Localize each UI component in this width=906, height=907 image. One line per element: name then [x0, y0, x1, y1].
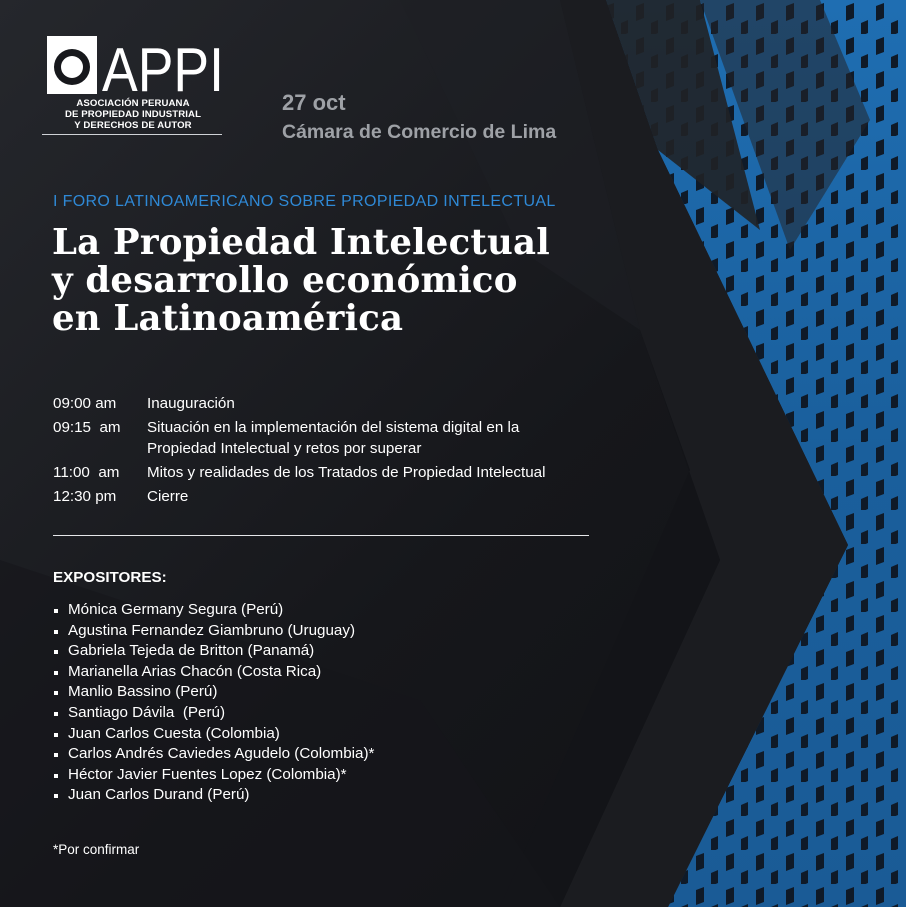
section-divider [53, 535, 589, 536]
list-item [53, 621, 374, 642]
list-item [53, 682, 374, 703]
bullet-icon [54, 794, 58, 798]
bullet-icon [54, 671, 58, 675]
title-line: en Latinoamérica [52, 298, 404, 339]
schedule [53, 394, 613, 511]
logo-organization-name [42, 98, 224, 131]
schedule-row [53, 418, 613, 459]
schedule-label: Mitos y realidades de los Tratados de Propiedad Intelectual [147, 463, 546, 481]
list-item [53, 785, 374, 806]
page-title [52, 224, 672, 338]
appi-logo [42, 36, 224, 138]
list-item [53, 600, 374, 621]
list-item [53, 662, 374, 683]
speakers-heading: EXPOSITORES: [53, 569, 167, 586]
speaker-name: Carlos Andrés Caviedes Agudelo (Colombia)* [68, 745, 375, 763]
appi-wordmark: APPI [102, 36, 224, 96]
list-item [53, 765, 374, 786]
schedule-label: Cierre [147, 487, 189, 505]
bullet-icon [54, 774, 58, 778]
bullet-icon [54, 630, 58, 634]
bullet-icon [54, 691, 58, 695]
speaker-name: Gabriela Tejeda de Britton (Panamá) [68, 642, 315, 660]
event-venue: Cámara de Comercio de Lima [282, 121, 557, 143]
schedule-time: 09:15 am [53, 419, 121, 436]
speaker-name: Marianella Arias Chacón (Costa Rica) [68, 662, 322, 680]
footnote: *Por confirmar [53, 842, 140, 857]
speaker-name: Mónica Germany Segura (Perú) [68, 601, 284, 618]
bullet-icon [54, 753, 58, 757]
bullet-icon [54, 712, 58, 716]
speaker-name: Juan Carlos Cuesta (Colombia) [68, 724, 280, 742]
speaker-name: Manlio Bassino (Perú) [68, 683, 218, 701]
bullet-icon [54, 650, 58, 654]
list-item [53, 641, 374, 662]
bullet-icon [54, 609, 58, 613]
schedule-label: Situación en la implementación del sistema digital en la Propiedad Intelectual y retos por superar [147, 419, 520, 457]
speaker-name: Juan Carlos Durand (Perú) [68, 786, 250, 804]
logo-name-line: Y DERECHOS DE AUTOR [74, 120, 192, 131]
list-item [53, 744, 374, 765]
schedule-time: 11:00 am [53, 463, 120, 481]
event-date: 27 oct [282, 90, 346, 115]
list-item [53, 724, 374, 745]
speaker-name: Agustina Fernandez Giambruno (Uruguay) [68, 621, 356, 639]
schedule-row [53, 487, 613, 508]
list-item [53, 703, 374, 724]
schedule-time: 09:00 am [53, 395, 117, 412]
speaker-name: Santiago Dávila (Perú) [68, 703, 226, 721]
forum-kicker: I FORO LATINOAMERICANO SOBRE PROPIEDAD INTELECTUAL [53, 193, 556, 210]
speakers-list [53, 600, 374, 806]
title-line: y desarrollo económico [52, 260, 518, 301]
bullet-icon [54, 733, 58, 737]
logo-name-line: DE PROPIEDAD INDUSTRIAL [64, 109, 202, 120]
title-line: La Propiedad Intelectual [52, 222, 550, 263]
schedule-time: 12:30 pm [53, 487, 117, 505]
schedule-row [53, 394, 613, 415]
logo-divider [42, 134, 222, 135]
schedule-row [53, 463, 613, 484]
speaker-name: Héctor Javier Fuentes Lopez (Colombia)* [68, 765, 347, 783]
schedule-label: Inauguración [147, 395, 235, 412]
appi-logo-mark [42, 36, 224, 96]
logo-name-line: ASOCIACIÓN PERUANA [76, 98, 190, 109]
